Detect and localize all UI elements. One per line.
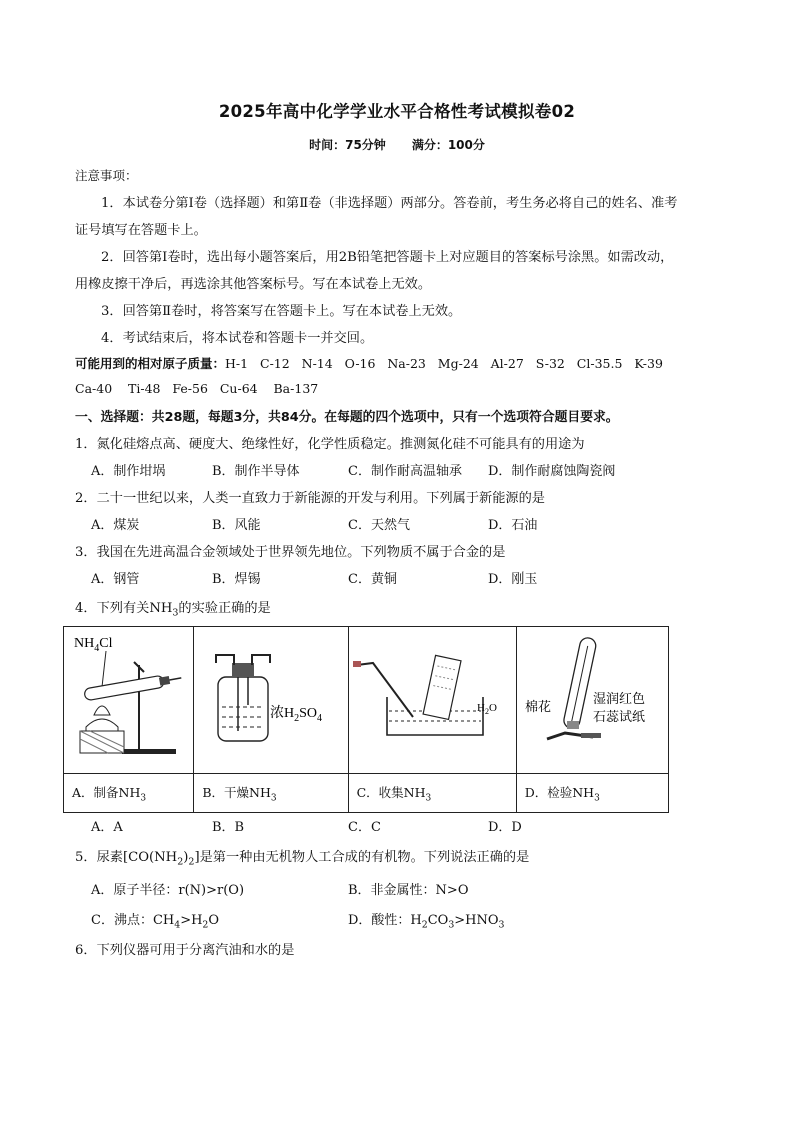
question-4-option-a[interactable]: A．A [91, 820, 123, 835]
figure-b-caption: B．干燥$NH_3$ [194, 774, 348, 813]
question-1-option-b[interactable]: B．制作半导体 [212, 464, 300, 479]
notice-1: 1．本试卷分第Ⅰ卷（选择题）和第Ⅱ卷（非选择题）两部分。答卷前，考生务必将自己的姓名、准考 [101, 196, 678, 211]
delivery-tube [357, 663, 413, 717]
stopper [232, 663, 254, 677]
leader-line [102, 651, 106, 687]
question-2-stem: 2．二十一世纪以来，人类一直致力于新能源的开发与利用。下列属于新能源的是 [75, 491, 545, 506]
question-1-option-d[interactable]: D．制作耐腐蚀陶瓷阀 [488, 464, 616, 479]
section-1-heading: 一、选择题：共28题，每题3分，共84分。在每题的四个选项中，只有一个选项符合题目要求。 [75, 410, 619, 425]
atomic-mass-label: 可能用到的相对原子质量： [75, 356, 226, 371]
svg-text:浓H2SO4 [270, 705, 322, 724]
question-5-stem: 5．尿素$[CO(NH_2)_2]$是第一种由无机物人工合成的有机物。下列说法正确的是 [75, 850, 530, 868]
figure-d-label-paper-2: 石蕊试纸 [592, 709, 645, 724]
figure-c-caption: C．收集$NH_3$ [348, 774, 516, 813]
exam-title: 2025年高中化学学业水平合格性考试模拟卷02 [218, 102, 576, 121]
notice-2-cont: 用橡皮擦干净后，再选涂其他答案标号。写在本试卷上无效。 [75, 277, 432, 292]
svg-text:NH4Cl [74, 636, 113, 654]
question-4-figure-table [63, 626, 669, 813]
question-2-option-b[interactable]: B．风能 [212, 518, 261, 533]
atomic-mass-line-1 [75, 354, 663, 372]
notice-2: 2．回答第Ⅰ卷时，选出每小题答案后，用2B铅笔把答题卡上对应题目的答案标号涂黑。如需改动， [101, 250, 674, 265]
notice-1-cont: 证号填写在答题卡上。 [75, 223, 207, 238]
question-1-option-c[interactable]: C．制作耐高温轴承 [348, 464, 462, 479]
figure-b-label-2: SO [299, 706, 318, 721]
question-4-option-d[interactable]: D．D [488, 820, 522, 835]
test-tube [84, 672, 183, 701]
atomic-mass-values-2: Ca-40 Ti-48 Fe-56 Cu-64 Ba-137 [75, 381, 319, 396]
figure-a-label: NH [74, 636, 95, 651]
apparatus-wash-bottle [194, 627, 348, 773]
question-3-option-a[interactable]: A．钢管 [91, 572, 140, 587]
question-5-option-d[interactable]: D．酸性：$H_2CO_3>HNO_3$ [348, 913, 505, 931]
stand-base [122, 749, 176, 754]
question-4-stem-suffix: 的实验正确的是 [178, 601, 271, 616]
notice-3: 3．回答第Ⅱ卷时，将答案写在答题卡上。写在本试卷上无效。 [101, 304, 462, 319]
question-3-option-b[interactable]: B．焊锡 [212, 572, 261, 587]
figure-d-label-paper-1: 湿润红色 [592, 691, 645, 706]
atomic-mass-values-1: H-1 C-12 N-14 O-16 Na-23 Mg-24 Al-27 S-32 Cl-35.5 K-39 [225, 356, 663, 371]
notice-4: 4．考试结束后，将本试卷和答题卡一并交回。 [101, 331, 374, 346]
litmus-paper [581, 733, 601, 738]
figure-a-caption: A．制备$NH_3$ [64, 774, 194, 813]
alcohol-lamp [86, 719, 118, 731]
question-4-option-b[interactable]: B．B [212, 820, 245, 835]
figure-c-label-sub: 2 [484, 707, 489, 716]
exam-time-score [0, 136, 794, 153]
figure-c-label-2: O [488, 702, 497, 714]
question-5-option-c[interactable]: C．沸点：$CH_4>H_2O$ [91, 913, 220, 931]
question-2-option-c[interactable]: C．天然气 [348, 518, 410, 533]
figure-b-label: 浓H [270, 706, 295, 721]
question-5-option-a[interactable]: A．原子半径：r(N)>r(O) [91, 883, 245, 898]
flame [94, 706, 110, 715]
figure-a-label-sub: 4 [94, 643, 100, 654]
figure-c-cell [348, 627, 516, 774]
question-5-option-b[interactable]: B．非金属性：N>O [348, 883, 469, 898]
question-6-stem: 6．下列仪器可用于分离汽油和水的是 [75, 943, 295, 958]
cotton [567, 721, 579, 729]
question-3-option-c[interactable]: C．黄铜 [348, 572, 397, 587]
figure-a-cell [64, 627, 194, 774]
question-3-option-d[interactable]: D．刚玉 [488, 572, 538, 587]
figure-d-cell [516, 627, 668, 774]
question-3-stem: 3．我国在先进高温合金领域处于世界领先地位。下列物质不属于合金的是 [75, 545, 506, 560]
question-1-stem: 1．氮化硅熔点高、硬度大、绝缘性好，化学性质稳定。推测氮化硅不可能具有的用途为 [75, 437, 585, 452]
score-info: 满分：100分 [411, 138, 485, 152]
notice-heading: 注意事项： [75, 168, 138, 183]
figure-a-label-2: Cl [99, 636, 113, 651]
figure-b-cell [194, 627, 348, 774]
test-tube-inverted [562, 636, 597, 729]
svg-text:H2O [477, 702, 497, 716]
question-1-option-a[interactable]: A．制作坩埚 [91, 464, 166, 479]
question-4-stem-prefix: 4．下列有关NH [75, 601, 173, 616]
inverted-cylinder [423, 655, 461, 719]
figure-c-label: H [476, 702, 485, 714]
question-2-option-a[interactable]: A．煤炭 [91, 518, 140, 533]
question-4-option-c[interactable]: C．C [348, 820, 381, 835]
question-4-stem-sub: 3 [172, 607, 179, 619]
apparatus-litmus-test [517, 627, 669, 773]
figure-d-caption: D．检验$NH_3$ [516, 774, 668, 813]
gas-bottle [218, 677, 268, 741]
time-info: 时间：75分钟 [309, 138, 386, 152]
question-4-stem [75, 597, 271, 619]
apparatus-heating-tube [64, 627, 194, 773]
figure-d-label-cotton: 棉花 [524, 699, 551, 714]
question-2-option-d[interactable]: D．石油 [488, 518, 538, 533]
figure-b-label-sub1: 2 [294, 713, 300, 724]
apparatus-water-trough [349, 627, 517, 773]
figure-b-label-sub2: 4 [317, 713, 323, 724]
